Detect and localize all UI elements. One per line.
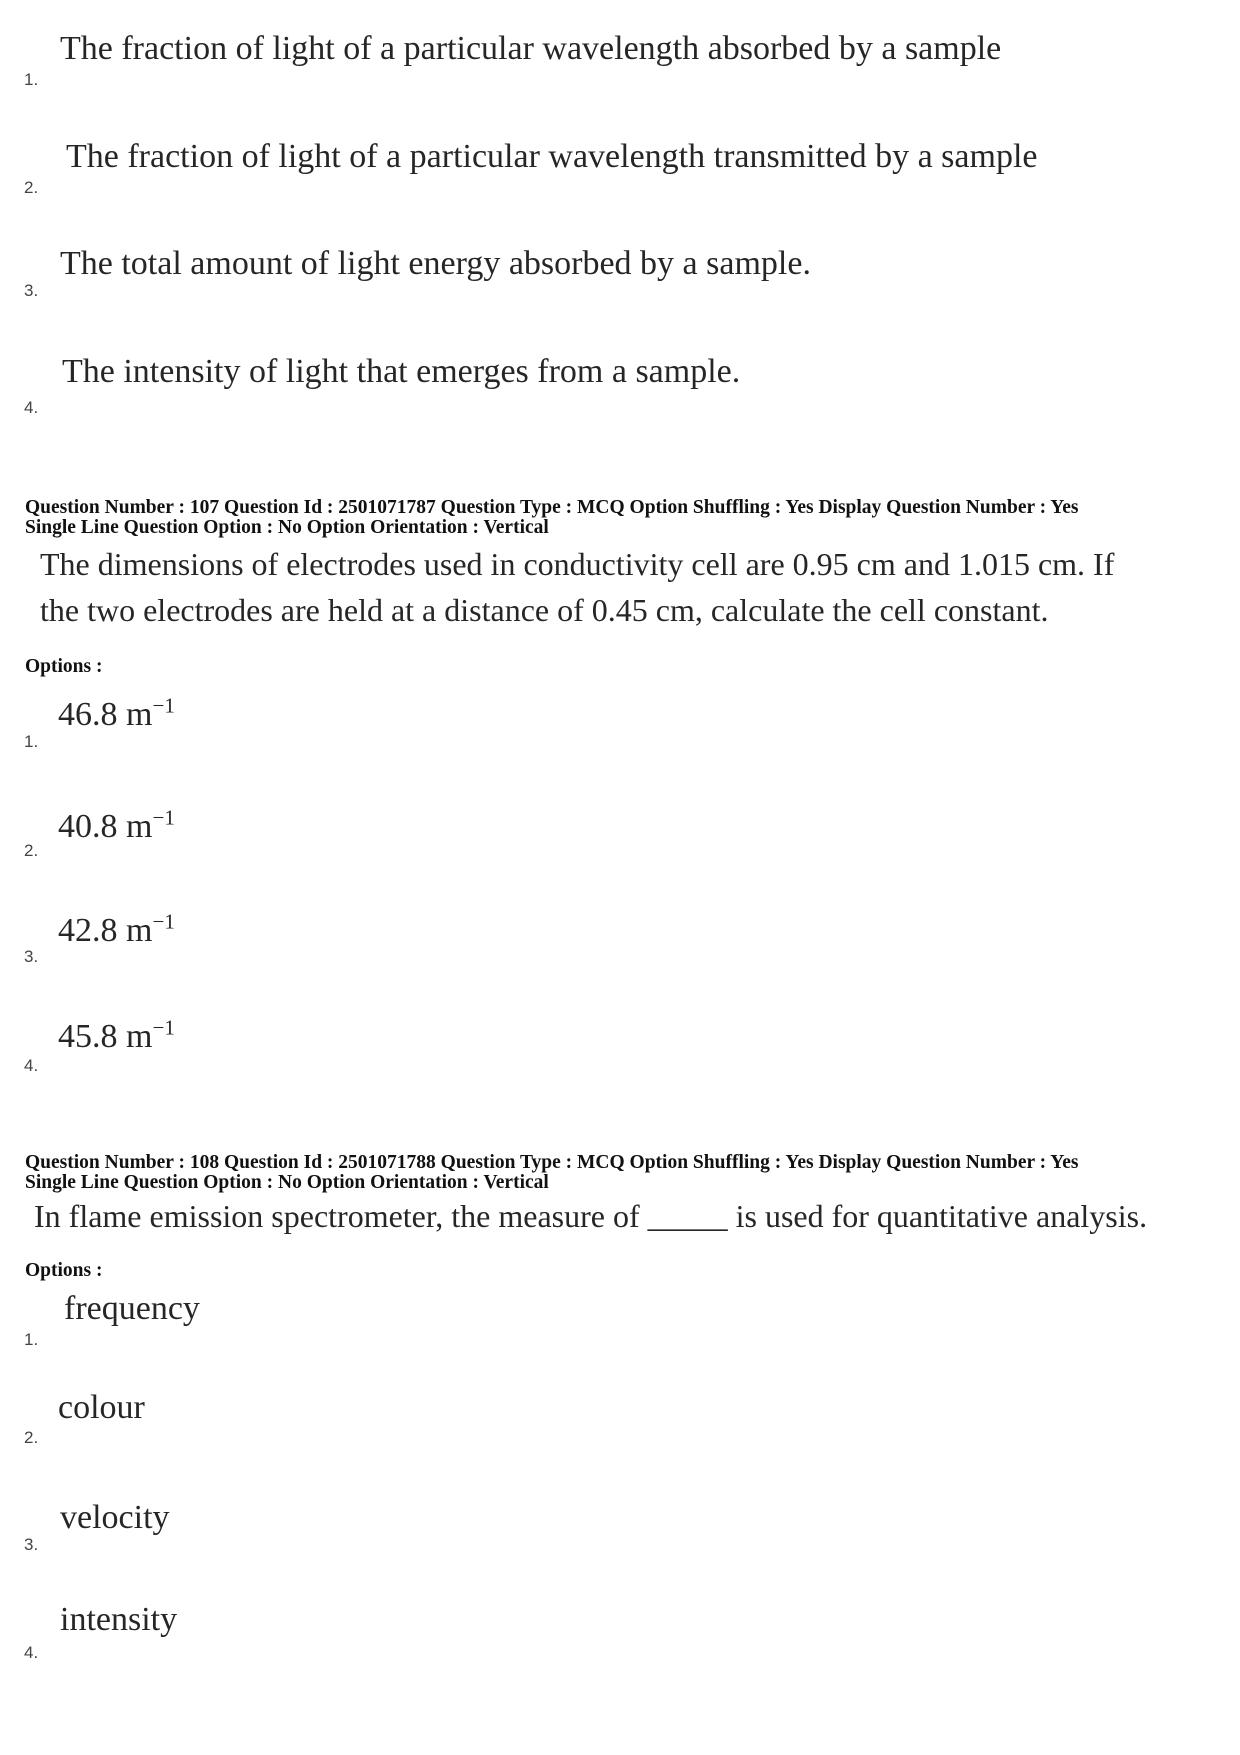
option-number: 3. [24,947,39,966]
option-number: 4. [24,1056,39,1075]
question-meta-line1: Question Number : 107 Question Id : 2501071787 Question Type : MCQ Option Shuffling : Yes Display Question Number : Yes [25,497,1079,518]
option-number: 1. [24,1330,39,1349]
option-text: The total amount of light energy absorbed by a sample. [60,245,811,282]
options-label: Options : [25,656,103,677]
option-number: 4. [24,398,39,417]
option-text: The fraction of light of a particular wavelength absorbed by a sample [60,30,1002,67]
option-text: intensity [60,1601,178,1638]
option-text: 46.8 $m^{-1}$ [58,693,175,733]
option-text: frequency [64,1290,200,1327]
option-number: 3. [24,1535,39,1554]
question-meta-line1: Question Number : 108 Question Id : 2501071788 Question Type : MCQ Option Shuffling : Yes Display Question Number : Yes [25,1152,1079,1173]
option-number: 3. [24,281,39,300]
option-text: The fraction of light of a particular wavelength transmitted by a sample [66,138,1038,175]
option-text: The intensity of light that emerges from a sample. [62,353,741,390]
option-number: 2. [24,178,39,197]
option-number: 1. [24,70,39,89]
option-number: 2. [24,841,39,860]
question-meta-line2: Single Line Question Option : No Option Orientation : Vertical [25,517,549,538]
option-text: 40.8 $m^{-1}$ [58,805,175,845]
option-text: 45.8 $m^{-1}$ [58,1015,175,1055]
option-text: 42.8 $m^{-1}$ [58,909,175,949]
option-number: 2. [24,1428,39,1447]
option-text: colour [58,1389,145,1426]
question-meta-line2: Single Line Question Option : No Option Orientation : Vertical [25,1172,549,1193]
question-text-line2: the two electrodes are held at a distance of 0.45 cm, calculate the cell constant. [40,592,1049,628]
option-number: 1. [24,732,39,751]
option-text: velocity [60,1499,170,1536]
question-text-line1: The dimensions of electrodes used in conductivity cell are 0.95 cm and 1.015 cm. If [40,546,1115,582]
question-text: In flame emission spectrometer, the measure of _____ is used for quantitative analysis. [34,1198,1148,1234]
options-label: Options : [25,1260,103,1281]
option-number: 4. [24,1643,39,1662]
